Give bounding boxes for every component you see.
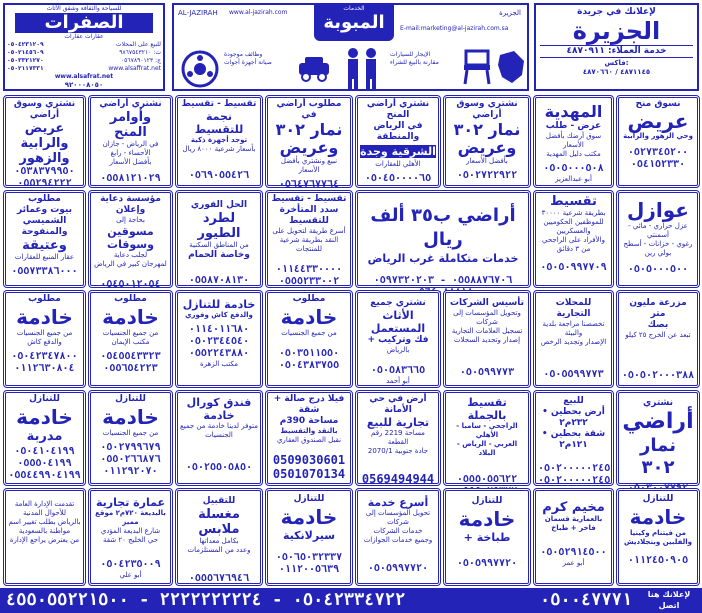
ad-box[interactable] bbox=[265, 290, 353, 388]
ad-box[interactable] bbox=[175, 190, 263, 288]
ad-headline: المهدية bbox=[544, 102, 603, 121]
ad-box[interactable] bbox=[616, 488, 700, 586]
ad-phone: ٠٥٦٤٧٦٧٧٦٤ bbox=[278, 179, 340, 190]
ad-headline: خادمة bbox=[16, 305, 73, 329]
ad-box[interactable] bbox=[88, 290, 173, 388]
ad-line: للبيع bbox=[563, 396, 584, 406]
ad-line: تبعد عن الخرج ٢٥ كيلو bbox=[625, 331, 691, 339]
ad-line: مطلوب bbox=[28, 194, 61, 204]
ad-phone: 0569494944 bbox=[361, 472, 435, 486]
ad-box[interactable] bbox=[355, 290, 441, 388]
ad-phone: ٠٥٠٢٠٠٠٠٠٢٤٥ bbox=[538, 463, 611, 474]
ad-phone: ٠٥٤٥٠١٢٠٥٤ bbox=[100, 279, 161, 290]
ad-headline: وعتيقة bbox=[22, 238, 67, 253]
ad-box[interactable] bbox=[3, 488, 86, 586]
ad-line: بالعمارية قسمان bbox=[544, 515, 603, 523]
ad-line: نشتري bbox=[642, 398, 674, 408]
ad-headline: خادمة bbox=[280, 505, 338, 529]
ad-box[interactable] bbox=[616, 95, 700, 188]
ad-headline: عريض bbox=[627, 109, 689, 133]
ad-phone: ٠٥٥٠٢٦٦٨٧٦ bbox=[100, 454, 161, 465]
ad-headline: للمحلات التجارية bbox=[555, 298, 592, 319]
ad-headline: سدد المتأخرة للتقسيط bbox=[279, 205, 339, 226]
header-left-sub: عقارات عقارات bbox=[64, 33, 104, 40]
ad-headline: لطرد الطيور bbox=[197, 211, 241, 241]
ad-line: من جميع الجنسيات bbox=[281, 329, 337, 337]
ad-headline: عوازل bbox=[627, 198, 689, 222]
ad-note: أبو عبدالعزيز bbox=[555, 175, 592, 183]
ad-headline: نمار ٣٠٢ bbox=[640, 435, 676, 478]
ad-headline: نمار ٣٠٢ bbox=[453, 120, 521, 139]
ad-line: بأسعار شرعية ٨٠٠٠ ريال bbox=[182, 145, 256, 153]
ad-note: أبو علي bbox=[119, 571, 142, 579]
ad-phone: 0501070134 bbox=[272, 467, 346, 481]
ad-line: بالنقد والتقسيط bbox=[280, 427, 338, 435]
header-mid-features-right bbox=[390, 51, 439, 67]
header-mid-logo-sub: الخدمات bbox=[343, 5, 365, 12]
header-mid-features bbox=[224, 51, 272, 67]
header-left-line: للبيع على المحلات bbox=[115, 41, 161, 48]
ad-phone: ٠١١٢٦٣٠٨٠٤ bbox=[14, 363, 75, 374]
ad-line: بطريقة شرعية ٣٠٠٠٠ bbox=[541, 209, 606, 217]
ad-box[interactable] bbox=[3, 190, 86, 288]
ad-line: والبيئة bbox=[564, 329, 583, 337]
ad-line: للموظفين الحكوميين والعسكريين bbox=[543, 218, 604, 235]
ad-line: بالبديعة ٧٢٠م٢ موقع مميز bbox=[95, 509, 166, 526]
ad-box[interactable] bbox=[443, 290, 531, 388]
header-right-fax: ٤٨٧١١٤٥ / ٤٨٧٠٦٦٠ bbox=[582, 68, 651, 76]
ad-line: حي الخليج ٢٠ شقة bbox=[102, 536, 159, 544]
ad-box[interactable] bbox=[443, 95, 531, 188]
ad-box[interactable] bbox=[175, 390, 263, 486]
ad-phone: ٠٥٠٤٥٠٠٠٠٦٥ bbox=[364, 173, 432, 184]
ad-box[interactable] bbox=[355, 488, 441, 586]
ad-box[interactable] bbox=[265, 190, 353, 288]
ad-box[interactable] bbox=[88, 488, 173, 586]
ad-phone: ٠٥٠٥٩٩٧٧٢٠ bbox=[456, 558, 518, 569]
people-icon bbox=[339, 45, 385, 89]
ad-line: نشتري جميع bbox=[370, 298, 426, 308]
header-mid-brand: AL-JAZIRAH bbox=[178, 9, 218, 17]
header-left-phone: ٠٥٠٢١١٧٣٣١ bbox=[7, 65, 44, 72]
ad-line: بالرياض bbox=[386, 346, 410, 354]
ad-headline: مؤسسة دعاية وإعلان bbox=[100, 194, 161, 215]
header-mid-website[interactable]: www.al-jazirah.com bbox=[229, 9, 288, 16]
ad-note: أبو عمر bbox=[562, 559, 585, 567]
ad-phone: ٠٥٣٨٣٧٩٩٥٠ bbox=[14, 166, 75, 177]
ad-phone: ٠٥٠٣٥١١٥٥٠ bbox=[278, 348, 340, 359]
ad-line: نشتري أراضي المنح bbox=[366, 99, 430, 120]
ad-phone: ٠٥٥٨١٢١٠٢٩ bbox=[100, 173, 161, 184]
ad-line: متوفر لدينا خادمة من جميع الجنسيات bbox=[180, 422, 258, 439]
ad-line: أرض في حي الأمانة bbox=[369, 394, 427, 415]
ad-box[interactable] bbox=[616, 390, 700, 486]
ad-headline: أراضي bbox=[622, 409, 694, 434]
ad-phone: ٠٥٠٤٢٣٥٠٠٩ bbox=[100, 559, 161, 570]
chair-icon bbox=[462, 49, 492, 85]
ad-box[interactable] bbox=[88, 190, 173, 288]
ad-box[interactable] bbox=[533, 390, 614, 486]
ad-line: وتحويل المؤسسات إلى شركات bbox=[453, 309, 521, 326]
header-right-logo: الجزيرة bbox=[572, 17, 661, 45]
ad-phone: ٠٥٠٥٢٩١٤٥٠٠ bbox=[540, 547, 607, 558]
ad-headline: خادمة bbox=[280, 305, 338, 329]
header-left-web[interactable]: www.alsafrat.net bbox=[54, 73, 114, 80]
ad-line: في الرياض - جازان bbox=[102, 140, 159, 148]
ad-headline: عريض bbox=[24, 121, 65, 136]
ad-phone: ٠٥٠٥٩٩٧٧٢٠ bbox=[367, 563, 429, 574]
header-left-phone: ٠٥٠٢١٤٥٦٠٩ bbox=[7, 49, 44, 56]
ad-line: والدفع كاش وفوري bbox=[185, 311, 253, 319]
ad-phone: ٠٥٦٩٠٥٥٤٢٦ bbox=[188, 170, 250, 181]
ad-phone: ٠٥٥٦٥٤٢٢٣ bbox=[103, 363, 158, 374]
ad-box[interactable] bbox=[175, 488, 263, 586]
header-mid-email[interactable]: E-mail:marketing@al-jazirah.com.sa bbox=[400, 25, 509, 32]
footer-label-1: لإعلانك هنا bbox=[647, 590, 691, 599]
ad-box[interactable] bbox=[265, 390, 353, 486]
ad-headline: مزرعة مليون متر bbox=[629, 298, 687, 319]
ad-phone: ٠٥٥٢٩٤٢٢٢ bbox=[17, 178, 72, 189]
ad-phone: ٠٥٠٥٨٣٦٦٥ bbox=[370, 365, 426, 376]
ad-line: نشتري وسوق أراضي bbox=[13, 99, 76, 120]
ad-phone: ٠١١٤٤٣٣٠٠٠٠ bbox=[275, 264, 343, 275]
ad-headline: الأثاث المستعمل bbox=[370, 309, 426, 335]
ad-line: مساحة 2219 رقم القطعة bbox=[371, 429, 425, 446]
ad-line: مطلوب bbox=[292, 294, 326, 304]
ad-headline: خادمة bbox=[102, 305, 159, 329]
ad-headline: خادمة bbox=[16, 405, 73, 429]
ad-phone: ٠٥٠٤١٠٤١٩٩ bbox=[14, 446, 75, 457]
ad-box[interactable] bbox=[443, 390, 531, 486]
ad-line: فاخر + طباخ bbox=[551, 524, 596, 532]
header-mid-line: مقارنة بالبيع للشراء bbox=[390, 59, 439, 66]
ad-headline: الشرقية وجدة bbox=[360, 145, 436, 158]
ad-box[interactable] bbox=[533, 95, 614, 188]
ad-box[interactable] bbox=[443, 488, 531, 586]
ad-line: بكامل معداتها bbox=[199, 537, 239, 545]
ad-phone: ٠٥٥٥٢٣٣٠٠٢ bbox=[278, 276, 340, 287]
ad-line: من جميع الجنسيات bbox=[102, 329, 159, 337]
ad-line: مطلوب bbox=[114, 294, 147, 304]
header-right-top: لإعلانك في جريدة bbox=[577, 7, 656, 17]
header-mid-jazirah: الجزيرة bbox=[499, 9, 521, 17]
header-mid-line: صيانة أجهزة أجوات bbox=[224, 59, 272, 66]
ad-line: في الرياض والمنطقة bbox=[373, 121, 423, 142]
ad-phone: ٠٥٤١٥٢٣٣٠ bbox=[630, 159, 686, 170]
ad-line: من المناطق السكنية bbox=[189, 241, 249, 249]
ad-line: عزل حراري - مائي - أسمنتي bbox=[628, 222, 688, 239]
ad-phone: ٠٥٠٤٣٨٣٧٥٥ bbox=[278, 360, 340, 371]
ad-line: لجلب دعاية bbox=[113, 251, 148, 259]
ad-line: من يعترض يراجع الإدارة bbox=[9, 536, 80, 544]
ad-phone: ٠٥٠٥٠٩٩٧٧٠٩ bbox=[540, 262, 607, 273]
header-mid-logo: المبوبة bbox=[323, 12, 385, 33]
ad-line: سيرلانكية bbox=[282, 529, 336, 542]
ad-box[interactable] bbox=[355, 190, 531, 288]
header-left-line: ت: ٩٨٦٧٥٤٣٢١٠ bbox=[119, 49, 161, 56]
ad-box[interactable] bbox=[533, 190, 614, 288]
ad-headline: • شقة بحطين ١٢١م٢ bbox=[541, 429, 606, 450]
header-right-service: خدمة العملاء: ٤٨٧٠٩١١ bbox=[540, 45, 693, 58]
ad-line: أسرع طريقة لتحويل على bbox=[272, 227, 346, 235]
ad-headline: بيوت وعمائر bbox=[16, 205, 72, 215]
ad-line: وعدد من المستلزمات bbox=[187, 546, 251, 554]
ad-line: للتنازل bbox=[115, 394, 146, 404]
ad-line: عرض - طلب bbox=[545, 121, 602, 131]
tape-reel-icon bbox=[180, 49, 220, 89]
ad-box[interactable] bbox=[265, 488, 353, 586]
footer-phone-right[interactable]: ٠٥٠٠٤٧٧٧١ bbox=[540, 590, 633, 610]
ad-phone: 0509030601 bbox=[272, 453, 346, 467]
ad-phone: ٠٥٥٤٤٩٩٠٤١٩٩ bbox=[8, 470, 81, 481]
ad-line: وحي الزهور والرابية bbox=[623, 132, 693, 140]
ad-box[interactable] bbox=[355, 95, 441, 188]
ad-line: مكتب الإيمان bbox=[111, 338, 150, 346]
ad-line: تقسيط - تقسيط bbox=[271, 194, 347, 204]
ad-line: نبيع ونشتري بأفضل الأسعار bbox=[280, 157, 338, 174]
ad-line: نقبل الصندوق العقاري bbox=[276, 436, 342, 444]
ad-line: لمهرجان كبير في الرياض bbox=[94, 260, 167, 268]
ad-box[interactable] bbox=[88, 95, 173, 188]
ad-phone: ٠٥٠٢٣٤٤٥٤٠ bbox=[188, 336, 250, 347]
ad-phone: ٠٥٠٢٧٩٩٦٧٩ bbox=[100, 442, 161, 453]
ad-box[interactable] bbox=[175, 95, 263, 188]
header-left-line: ج: ٠٥٦٧٨٩٠١٢٣ bbox=[120, 57, 161, 64]
ad-headline: أراضي ب٣٥ ألف ريال bbox=[370, 205, 516, 250]
footer-label-2: اتصل bbox=[658, 601, 680, 610]
ad-headline: تأسيس الشركات bbox=[449, 298, 525, 308]
ad-line: بصك bbox=[647, 320, 669, 330]
ad-line: سوق أرضك بأفضل الأسعار bbox=[545, 132, 602, 149]
ad-line: الراجحي - سامبا - الأهلي bbox=[456, 422, 518, 439]
ad-line: نشتري وسوق أراضي bbox=[456, 99, 518, 120]
ad-box[interactable] bbox=[533, 488, 614, 586]
ad-line: مدربة bbox=[26, 429, 63, 444]
ad-phone: ٠٥٤٥٥٤٣٣٢٣ bbox=[100, 351, 161, 362]
ad-line: والدفع كاش bbox=[27, 338, 62, 346]
ad-headline: • أرض بحطين ٢٣٢م٢ bbox=[542, 407, 605, 428]
ad-headline: والزهور bbox=[19, 151, 70, 166]
ad-line: للتنازل bbox=[471, 496, 503, 506]
ad-headline: وعريض bbox=[279, 138, 339, 157]
ad-headline: مغسلة ملابس bbox=[198, 507, 240, 537]
ad-line: للتنازل bbox=[642, 494, 674, 504]
ad-line: تقسيط - تقسيط bbox=[181, 99, 257, 109]
ad-line: بالرياض بطلب تغيير اسم bbox=[8, 518, 81, 526]
ad-line: بولي رين bbox=[644, 249, 672, 257]
ad-line: مسوقين وسوقات bbox=[107, 225, 154, 251]
ad-headline: خادمة bbox=[458, 507, 516, 531]
ad-headline: نمار ٣٠٢ bbox=[275, 120, 343, 139]
ad-box[interactable] bbox=[88, 390, 173, 486]
ad-headline: خادمة للتنازل bbox=[182, 298, 256, 311]
ad-box[interactable] bbox=[265, 95, 353, 188]
ad-box[interactable] bbox=[355, 390, 441, 486]
ad-line: والأفراد على الراجحي bbox=[542, 236, 605, 244]
header-left-logo: الصفرات bbox=[15, 13, 153, 33]
footer-phone-left: ٠٥٠٤٢٣٣٤٧٢٢ - ٢٢٢٢٢٢٢٢٢٤ - ٤٥٥٠٥٥٢٢١٥٠٠ bbox=[6, 590, 406, 610]
ad-line: وجميع خدمات الجوازات bbox=[363, 536, 433, 544]
ad-headline: تقسيط bbox=[550, 194, 597, 209]
ad-line: عقار المنيع للعقارات bbox=[14, 253, 75, 261]
ad-headline: أسرع خدمة bbox=[367, 496, 429, 509]
ad-line: من جميع الجنسيات bbox=[102, 429, 159, 437]
ad-phone: ٠٥٠٥٠٢٠٠٠٣٨٨ bbox=[621, 370, 695, 381]
ad-headline: تقسيط بالجملة bbox=[467, 396, 507, 422]
ad-phone: ٠٥٢٧٣٤٥٢٠٠ bbox=[627, 147, 689, 158]
ad-headline: خادمة bbox=[629, 505, 687, 529]
header-left-top-line: للسياحة والثقافة وشقق الأثاث bbox=[46, 5, 122, 12]
ad-box[interactable] bbox=[3, 290, 86, 388]
ad-line: الحل الفوري bbox=[190, 200, 248, 210]
ad-headline: مخيم كرم bbox=[542, 500, 605, 515]
ad-phone: ٠٥٥٥٠٥٥٦٢٢ bbox=[456, 474, 518, 485]
ad-phone: ٠٥٥٨٨٧٦٧٠٦ - ٠٥٩٧٣٢٠٢٠٣ bbox=[373, 275, 513, 286]
ad-line: خادمة bbox=[203, 409, 235, 422]
header-right-ad[interactable] bbox=[534, 3, 699, 91]
ad-headline: والرابية bbox=[20, 136, 69, 151]
ad-line: بأفضل الأسعار bbox=[466, 157, 508, 165]
header-mid-banner[interactable] bbox=[172, 3, 529, 91]
ad-phone: ٠٥٠٥٩٩٧٧٣ bbox=[459, 367, 515, 378]
ad-line: وخاصة الحمام bbox=[188, 250, 250, 260]
ad-line: العربي - الرياض - البلاد bbox=[456, 440, 518, 457]
ad-line: النقد بطريقة شرعية للمنتجات bbox=[279, 236, 339, 253]
ad-phone: ٠٥٠٥٠٠٠٥٠٠ bbox=[627, 264, 689, 275]
ad-headline: عمارة تجارية bbox=[96, 496, 165, 509]
ad-line: للتنازل bbox=[29, 394, 60, 404]
ad-line: من ٣ دقائق bbox=[556, 245, 591, 253]
header-left-ad[interactable] bbox=[3, 3, 165, 91]
footer-bar bbox=[0, 588, 702, 613]
ad-phone: ٠٥٥٥٦٧٦٩٤٦ bbox=[188, 573, 250, 584]
ad-line: خدمات متكاملة غرب الرياض bbox=[367, 252, 519, 265]
ad-box[interactable] bbox=[533, 290, 614, 388]
ad-phone: ٠٥٥٥٠٤١٩٩ bbox=[17, 458, 72, 469]
ad-line: شارع البديعة المؤدي bbox=[100, 527, 161, 535]
ad-phone: ٠٥٠٥٠٠٠٥٠٨ bbox=[543, 163, 604, 174]
ad-phone: ٠٥٥٧٣٣٨٦٠٠٠ bbox=[11, 266, 78, 277]
ad-line: من جميع الجنسيات bbox=[16, 329, 73, 337]
ad-line: مواطنة بالسعودية bbox=[18, 527, 71, 535]
ad-phone: ٠٥٥٨٧٠٨١٣٠ bbox=[188, 275, 250, 286]
car-icon bbox=[296, 53, 332, 83]
ad-line: بأفضل الأسعار bbox=[109, 158, 152, 166]
ad-headline: الشميسي والمنفوحة bbox=[21, 216, 68, 237]
ad-box[interactable] bbox=[175, 290, 263, 388]
ad-line: مطلوب أراضي في bbox=[276, 99, 342, 120]
ad-line: للتقبيل bbox=[202, 496, 236, 506]
header-right-fax-label: فاكس: bbox=[604, 59, 629, 67]
ad-box[interactable] bbox=[3, 95, 86, 188]
ad-box[interactable] bbox=[616, 290, 700, 388]
ad-line: 2070/1 جادة جنوبية bbox=[367, 447, 429, 455]
ad-box[interactable] bbox=[616, 190, 700, 288]
ad-line: للتنازل bbox=[293, 494, 325, 504]
footer-label bbox=[640, 589, 698, 611]
ad-line: تسجيل العلامات التجارية bbox=[451, 327, 523, 335]
ad-headline: تجارية للبيع bbox=[366, 416, 430, 429]
ad-note: مكتب الزهرة bbox=[200, 360, 238, 368]
header-left-bottom-phone: ٩٢٠٠٠٨٠٥٠ bbox=[64, 81, 104, 89]
ad-line: والفلبين وبنجلاديش bbox=[623, 538, 693, 546]
header-left-phone: ٠٥٠٤٢٣١٢٠٩ bbox=[7, 41, 44, 48]
ad-box[interactable] bbox=[3, 390, 86, 486]
ad-phone: ٠١١٢٤٥٠٩٠٥ bbox=[627, 555, 689, 566]
ad-phone: ٠٥٥٢٢٤٣٨٨٠ bbox=[188, 348, 250, 359]
ad-headline: وعريض bbox=[457, 138, 517, 157]
ad-note: أبو أحمد bbox=[386, 377, 410, 385]
ad-line: توجد أجهزة ذكية bbox=[190, 136, 248, 144]
ad-line: الأهلي للعقارات bbox=[375, 160, 421, 168]
header-mid-logo-box bbox=[314, 5, 394, 41]
header-left-phone: ٠٥٠٣٣٢١٢٧٠ bbox=[7, 57, 44, 64]
ad-line: الإصدار وتجديد الرخص bbox=[540, 338, 607, 346]
ad-line: مساحة 390م bbox=[279, 416, 339, 426]
ad-phone: ٠٥٠٤٢٣٤٧٨٠٠ bbox=[11, 351, 78, 362]
ad-headline: نجمة للتقسيط bbox=[194, 110, 244, 136]
ad-line: بحاجة إلى bbox=[116, 216, 145, 224]
ad-phone: ٠٥٠٢٥٥٠٥٨٥٠ bbox=[185, 462, 253, 473]
ad-line: نشتري أراضي bbox=[99, 99, 162, 109]
ad-headline: فيلا درج صالة + شقة bbox=[273, 394, 345, 415]
ad-line: الأحساء - رابغ bbox=[110, 149, 151, 157]
ad-phone: ٠٥٠٦٥٠٣٢٣٣٧ bbox=[275, 552, 343, 563]
ad-line: خدمات الشركات bbox=[373, 527, 423, 535]
ad-line: مطلوب bbox=[28, 294, 61, 304]
ad-line: + فك وتركيب bbox=[367, 335, 429, 345]
ad-line: مكتب دليل المهدية bbox=[546, 150, 601, 158]
ad-line: تحويل المؤسسات إلى شركات bbox=[365, 509, 431, 526]
ad-headline: خادمة bbox=[102, 405, 159, 429]
ad-headline: وأوامر المنح bbox=[109, 110, 152, 140]
ad-headline: فندق كورال bbox=[186, 396, 252, 409]
ad-line: إصدار وتجديد السجلات bbox=[453, 336, 521, 344]
ad-line: من فيتنام وكينيا bbox=[629, 529, 687, 537]
ad-phone: ٠٥٠٢٠٠٠٠٠٢٤٥ bbox=[538, 475, 611, 486]
ad-line: + طباخة bbox=[463, 531, 511, 544]
ad-phone: ٠٥٠٢٧٢٢٩٢٢ bbox=[456, 170, 518, 181]
saudi-map-icon bbox=[496, 49, 526, 87]
header-mid-line: الإيجار للسيارات bbox=[390, 51, 431, 58]
ad-phone: ٠١١٤٠١١٦٨٠ bbox=[188, 324, 250, 335]
ad-line: نسوق منح bbox=[635, 99, 681, 109]
ad-line: تخصصنا مراجعة بلدية bbox=[542, 320, 605, 328]
header-left-line: www.alsaffrat.net bbox=[108, 65, 161, 72]
header-mid-line: وظائف موجودة bbox=[224, 51, 263, 58]
ad-phone: ٠١١٢٠٠٥٦٣٩ bbox=[278, 564, 340, 575]
ad-phone: ٠١١٢٩٢٠٧٠ bbox=[103, 466, 158, 477]
ad-line: تقدمت الإدارة العامة للأحوال المدنية bbox=[14, 500, 75, 517]
ad-phone: ٠٥٠٥٥٩٩٧٧٣ bbox=[543, 369, 604, 380]
ad-line: رغوي - خزانات - أسطح bbox=[623, 240, 693, 248]
